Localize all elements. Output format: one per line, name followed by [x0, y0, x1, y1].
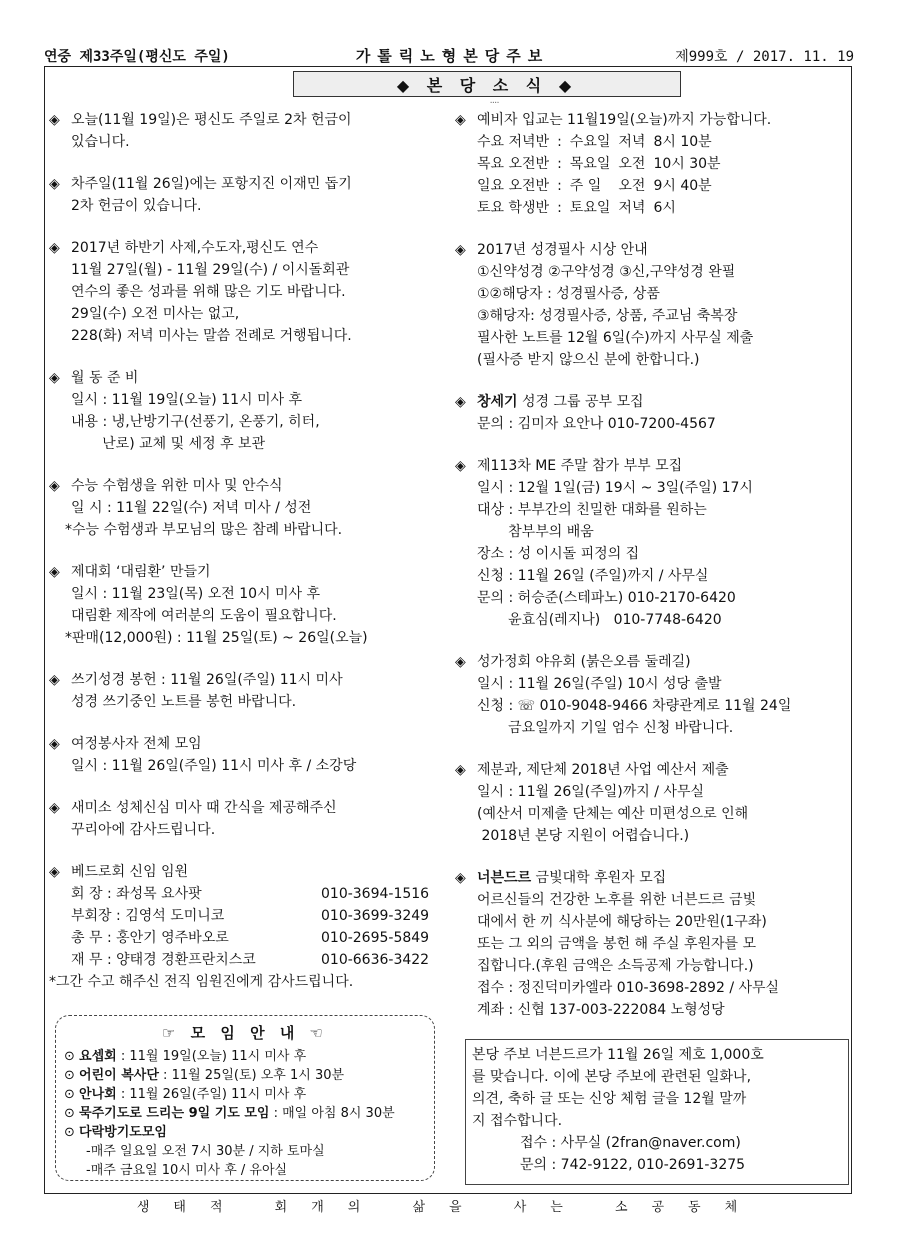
notice-title: 수능 수험생을 위한 미사 및 안수식: [71, 478, 283, 494]
bullet-icon: ◈: [455, 870, 466, 886]
bullet-icon: ◈: [455, 654, 466, 670]
notice-line: *판매(12,000원) : 11월 25일(토) ~ 26일(오늘): [65, 630, 368, 646]
notice-line: *수능 수험생과 부모님의 많은 참례 바랍니다.: [65, 522, 343, 538]
bulletin-title: 가톨릭노형본당주보: [355, 47, 550, 65]
table-row: [477, 153, 729, 175]
notice-item: [49, 669, 441, 713]
table-cell: 10시 30분: [653, 156, 721, 172]
notice-line: 29일(수) 오전 미사는 없고,: [71, 306, 240, 322]
section-divider: ....: [490, 98, 500, 105]
notice-line: 일시 : 11월 19일(오늘) 11시 미사 후: [71, 392, 303, 408]
table-cell: 오전: [618, 178, 646, 194]
right-column: [455, 109, 847, 1041]
notice-item: [49, 109, 441, 153]
bulletin-header: [44, 38, 854, 66]
table-cell: 일요 오전반: [477, 178, 550, 194]
notice-line: 꾸리아에 감사드립니다.: [71, 822, 216, 838]
meeting-subitem: -매주 금요일 10시 미사 후 / 유아실: [86, 1163, 288, 1178]
bullet-icon: ◈: [49, 112, 60, 128]
bullet-icon: ◈: [455, 242, 466, 258]
table-cell: 저녁: [618, 134, 646, 150]
notice-line: 난로) 교체 및 세정 후 보관: [71, 436, 266, 452]
meeting-item: ⊙ 어린이 복사단 : 11월 25일(토) 오후 1시 30분: [64, 1068, 345, 1083]
notice-title: 월 동 준 비: [71, 370, 139, 386]
officer-role: 총 무 : 홍안기 영주바오로: [71, 930, 229, 946]
sponsor-notice: ◈ 너븐드르 금빛대학 후원자 모집 어르신들의 건강한 노후를 위한 너븐드르 금빛 대에서 한 끼 식사분에 해당하는 20만원(1구좌) 또는 그 외의 금액을 봉헌 해 주실 후원자를 모 집합니다.(후원 금액은 소득공제 가능합니다.) 접수 : 정진덕미카엘라 010-3698-2892 / 사무실 계좌 : 신협 137-003-222084 노형성당: [455, 867, 847, 1021]
officers-title: 베드로회 신임 임원: [71, 864, 189, 880]
liturgical-day: 연중 제33주일(평신도 주일): [44, 49, 230, 65]
section-title: ◆ 본 당 소 식 ◆ ....: [293, 71, 681, 97]
officer-phone: 010-2695-5849: [321, 930, 430, 946]
notice-title: 오늘(11월 19일)은 평신도 주일로 2차 헌금이: [71, 112, 352, 128]
meeting-item: ⊙ 다락방기도모임: [64, 1125, 167, 1140]
officers-thanks: *그간 수고 해주신 전직 임원진에게 감사드립니다.: [49, 974, 354, 990]
officer-role: 회 장 : 좌성목 요사팟: [71, 886, 202, 902]
notice-item: [49, 733, 441, 777]
table-cell: 수요 저녁반: [477, 134, 550, 150]
table-cell: 목요일: [569, 156, 611, 172]
notice-line: 일시 : 11월 26일(주일) 11시 미사 후 / 소강당: [71, 758, 357, 774]
table-cell: 토요 학생반: [477, 200, 550, 216]
meeting-title: ☞ 모 임 안 내 ☜: [162, 1024, 328, 1042]
officers-block: [49, 861, 441, 993]
notice-line: 내용 : 냉,난방기구(선풍기, 온풍기, 히터,: [71, 414, 320, 430]
table-cell: 수요일: [569, 134, 611, 150]
notice-item: [49, 173, 441, 217]
table-cell: 목요 오전반: [477, 156, 550, 172]
meeting-item: ⊙ 요셉회 : 11월 19일(오늘) 11시 미사 후: [64, 1049, 307, 1064]
table-cell: :: [557, 134, 562, 150]
table-cell: :: [557, 156, 562, 172]
table-row: [477, 131, 729, 153]
me-weekend-notice: ◈ 제113차 ME 주말 참가 부부 모집 일시 : 12월 1일(금) 19시 ~ 3일(주일) 17시 대상 : 부부간의 친밀한 대화를 원하는 참부부의 배움 장소 : 성 이시돌 피정의 집 신청 : 11월 26일 (주일)까지 / 사무실 문의 : 허승준(스테파노) 010-2170-6420 윤효심(레지나) 010-7748-6420: [455, 455, 847, 631]
meeting-item: ⊙ 묵주기도로 드리는 9일 기도 모임 : 매일 아침 8시 30분: [64, 1106, 395, 1121]
officer-role: 부회장 : 김영석 도미니코: [71, 908, 225, 924]
class-schedule-table: [477, 131, 729, 219]
notice-line: 2차 헌금이 있습니다.: [71, 198, 202, 214]
table-cell: :: [557, 200, 562, 216]
officer-phone: 010-6636-3422: [321, 952, 430, 968]
notice-title: 제대회 ‘대림환’ 만들기: [71, 564, 211, 580]
notice-title: 쓰기성경 봉헌 : 11월 26일(주일) 11시 미사: [71, 672, 343, 688]
table-row: [477, 175, 729, 197]
notice-line: 일시 : 11월 23일(목) 오전 10시 미사 후: [71, 586, 320, 602]
main-frame: [44, 66, 852, 1194]
table-cell: 9시 40분: [653, 178, 712, 194]
notice-line: 성경 쓰기중인 노트를 봉헌 바랍니다.: [71, 694, 297, 710]
notice-line: 대림환 제작에 여러분의 도움이 필요합니다.: [71, 608, 337, 624]
budget-notice: ◈ 제분과, 제단체 2018년 사업 예산서 제출 일시 : 11월 26일(주일)까지 / 사무실 (예산서 미제출 단체는 예산 미편성으로 인해 2018년 본당 지원이 어렵습니다.): [455, 759, 847, 847]
bullet-icon: ◈: [49, 370, 60, 386]
bullet-icon: ◈: [455, 458, 466, 474]
officer-phone: 010-3694-1516: [321, 886, 430, 902]
footer-slogan: 생태적 회개의 삶을 사는 소공동체: [136, 1200, 762, 1215]
notice-item: [49, 797, 441, 841]
bullet-icon: ◈: [49, 176, 60, 192]
table-cell: 토요일: [569, 200, 611, 216]
officer-phone: 010-3699-3249: [321, 908, 430, 924]
genesis-study-notice: ◈ 창세기 성경 그룹 공부 모집 문의 : 김미자 요안나 010-7200-4567: [455, 391, 847, 435]
notice-item: [49, 237, 441, 347]
meeting-subitem: -매주 일요일 오전 7시 30분 / 지하 토마실: [86, 1144, 325, 1159]
notice-item: [49, 367, 441, 455]
bullet-icon: ◈: [455, 762, 466, 778]
bible-copy-notice: ◈ 2017년 성경필사 시상 안내 ①신약성경 ②구약성경 ③신,구약성경 완필 ①②해당자 : 성경필사증, 상품 ③해당자: 성경필사증, 상품, 주교님 축복장 필사한 노트를 12월 6일(수)까지 사무실 제출 (필사증 받지 않으신 분에 한합니다.): [455, 239, 847, 371]
baptism-notice: ◈ 예비자 입교는 11월19일(오늘)까지 가능합니다. 수요 저녁반 : 수요일 저녁 8시 10분 목요 오전반 : 목요일 오전 10시 30분 일요 오전반 : 주 일 오전 9시 40분 토요 학생반 : 토요일 저녁 6시: [455, 109, 847, 219]
notice-line: 일 시 : 11월 22일(수) 저녁 미사 / 성전: [71, 500, 312, 516]
notice-line: 연수의 좋은 성과를 위해 많은 기도 바랍니다.: [71, 284, 346, 300]
picnic-notice: ◈ 성가정회 야유회 (붉은오름 둘레길) 일시 : 11월 26일(주일) 10시 성당 출발 신청 : ☏ 010-9048-9466 차량관계로 11월 24일 금요일까지 기일 엄수 신청 바랍니다.: [455, 651, 847, 739]
notice-title: 여정봉사자 전체 모임: [71, 736, 202, 752]
notice-title: 차주일(11월 26일)에는 포항지진 이재민 돕기: [71, 176, 352, 192]
bullet-icon: ◈: [49, 478, 60, 494]
bullet-icon: ◈: [49, 564, 60, 580]
table-cell: 오전: [618, 156, 646, 172]
meeting-item: ⊙ 안나회 : 11월 26일(주일) 11시 미사 후: [64, 1087, 307, 1102]
table-cell: 8시 10분: [653, 134, 712, 150]
officer-role: 재 무 : 양태경 경환프란치스코: [71, 952, 256, 968]
notice-line: 11월 27일(월) - 11월 29일(수) / 이시돌회관: [71, 262, 350, 278]
bullet-icon: ◈: [455, 112, 466, 128]
bullet-icon: ◈: [49, 864, 60, 880]
bullet-icon: ◈: [49, 240, 60, 256]
notice-line: 있습니다.: [71, 134, 130, 150]
table-row: [477, 197, 729, 219]
left-column: [49, 109, 441, 993]
notice-line: 228(화) 저녁 미사는 말씀 전례로 거행됩니다.: [71, 328, 352, 344]
bullet-icon: ◈: [455, 394, 466, 410]
notice-item: [49, 561, 441, 649]
bullet-icon: ◈: [49, 800, 60, 816]
contact-email: 접수 : 사무실 (2fran@naver.com): [520, 1135, 741, 1151]
table-cell: 주 일: [569, 178, 602, 194]
meeting-guide-box: [55, 1015, 435, 1181]
table-cell: :: [557, 178, 562, 194]
notice-title: 새미소 성체신심 미사 때 간식을 제공해주신: [71, 800, 337, 816]
table-cell: 저녁: [618, 200, 646, 216]
bullet-icon: ◈: [49, 736, 60, 752]
notice-item: [49, 475, 441, 541]
issue-date: 제999호 / 2017. 11. 19: [675, 49, 854, 65]
contact-phone: 문의 : 742-9122, 010-2691-3275: [520, 1157, 746, 1173]
bullet-icon: ◈: [49, 672, 60, 688]
bulletin-1000th-notice: 본당 주보 너븐드르가 11월 26일 제호 1,000호 를 맞습니다. 이에 본당 주보에 관련된 일화나, 의견, 축하 글 또는 신앙 체험 글을 12월 말까 지 접수합니다. 접수 : 사무실 (2fran@naver.com) 문의 : 742-9122, 010-2691-3275: [465, 1039, 849, 1185]
table-cell: 6시: [653, 200, 676, 216]
notice-title: 2017년 하반기 사제,수도자,평신도 연수: [71, 240, 319, 256]
